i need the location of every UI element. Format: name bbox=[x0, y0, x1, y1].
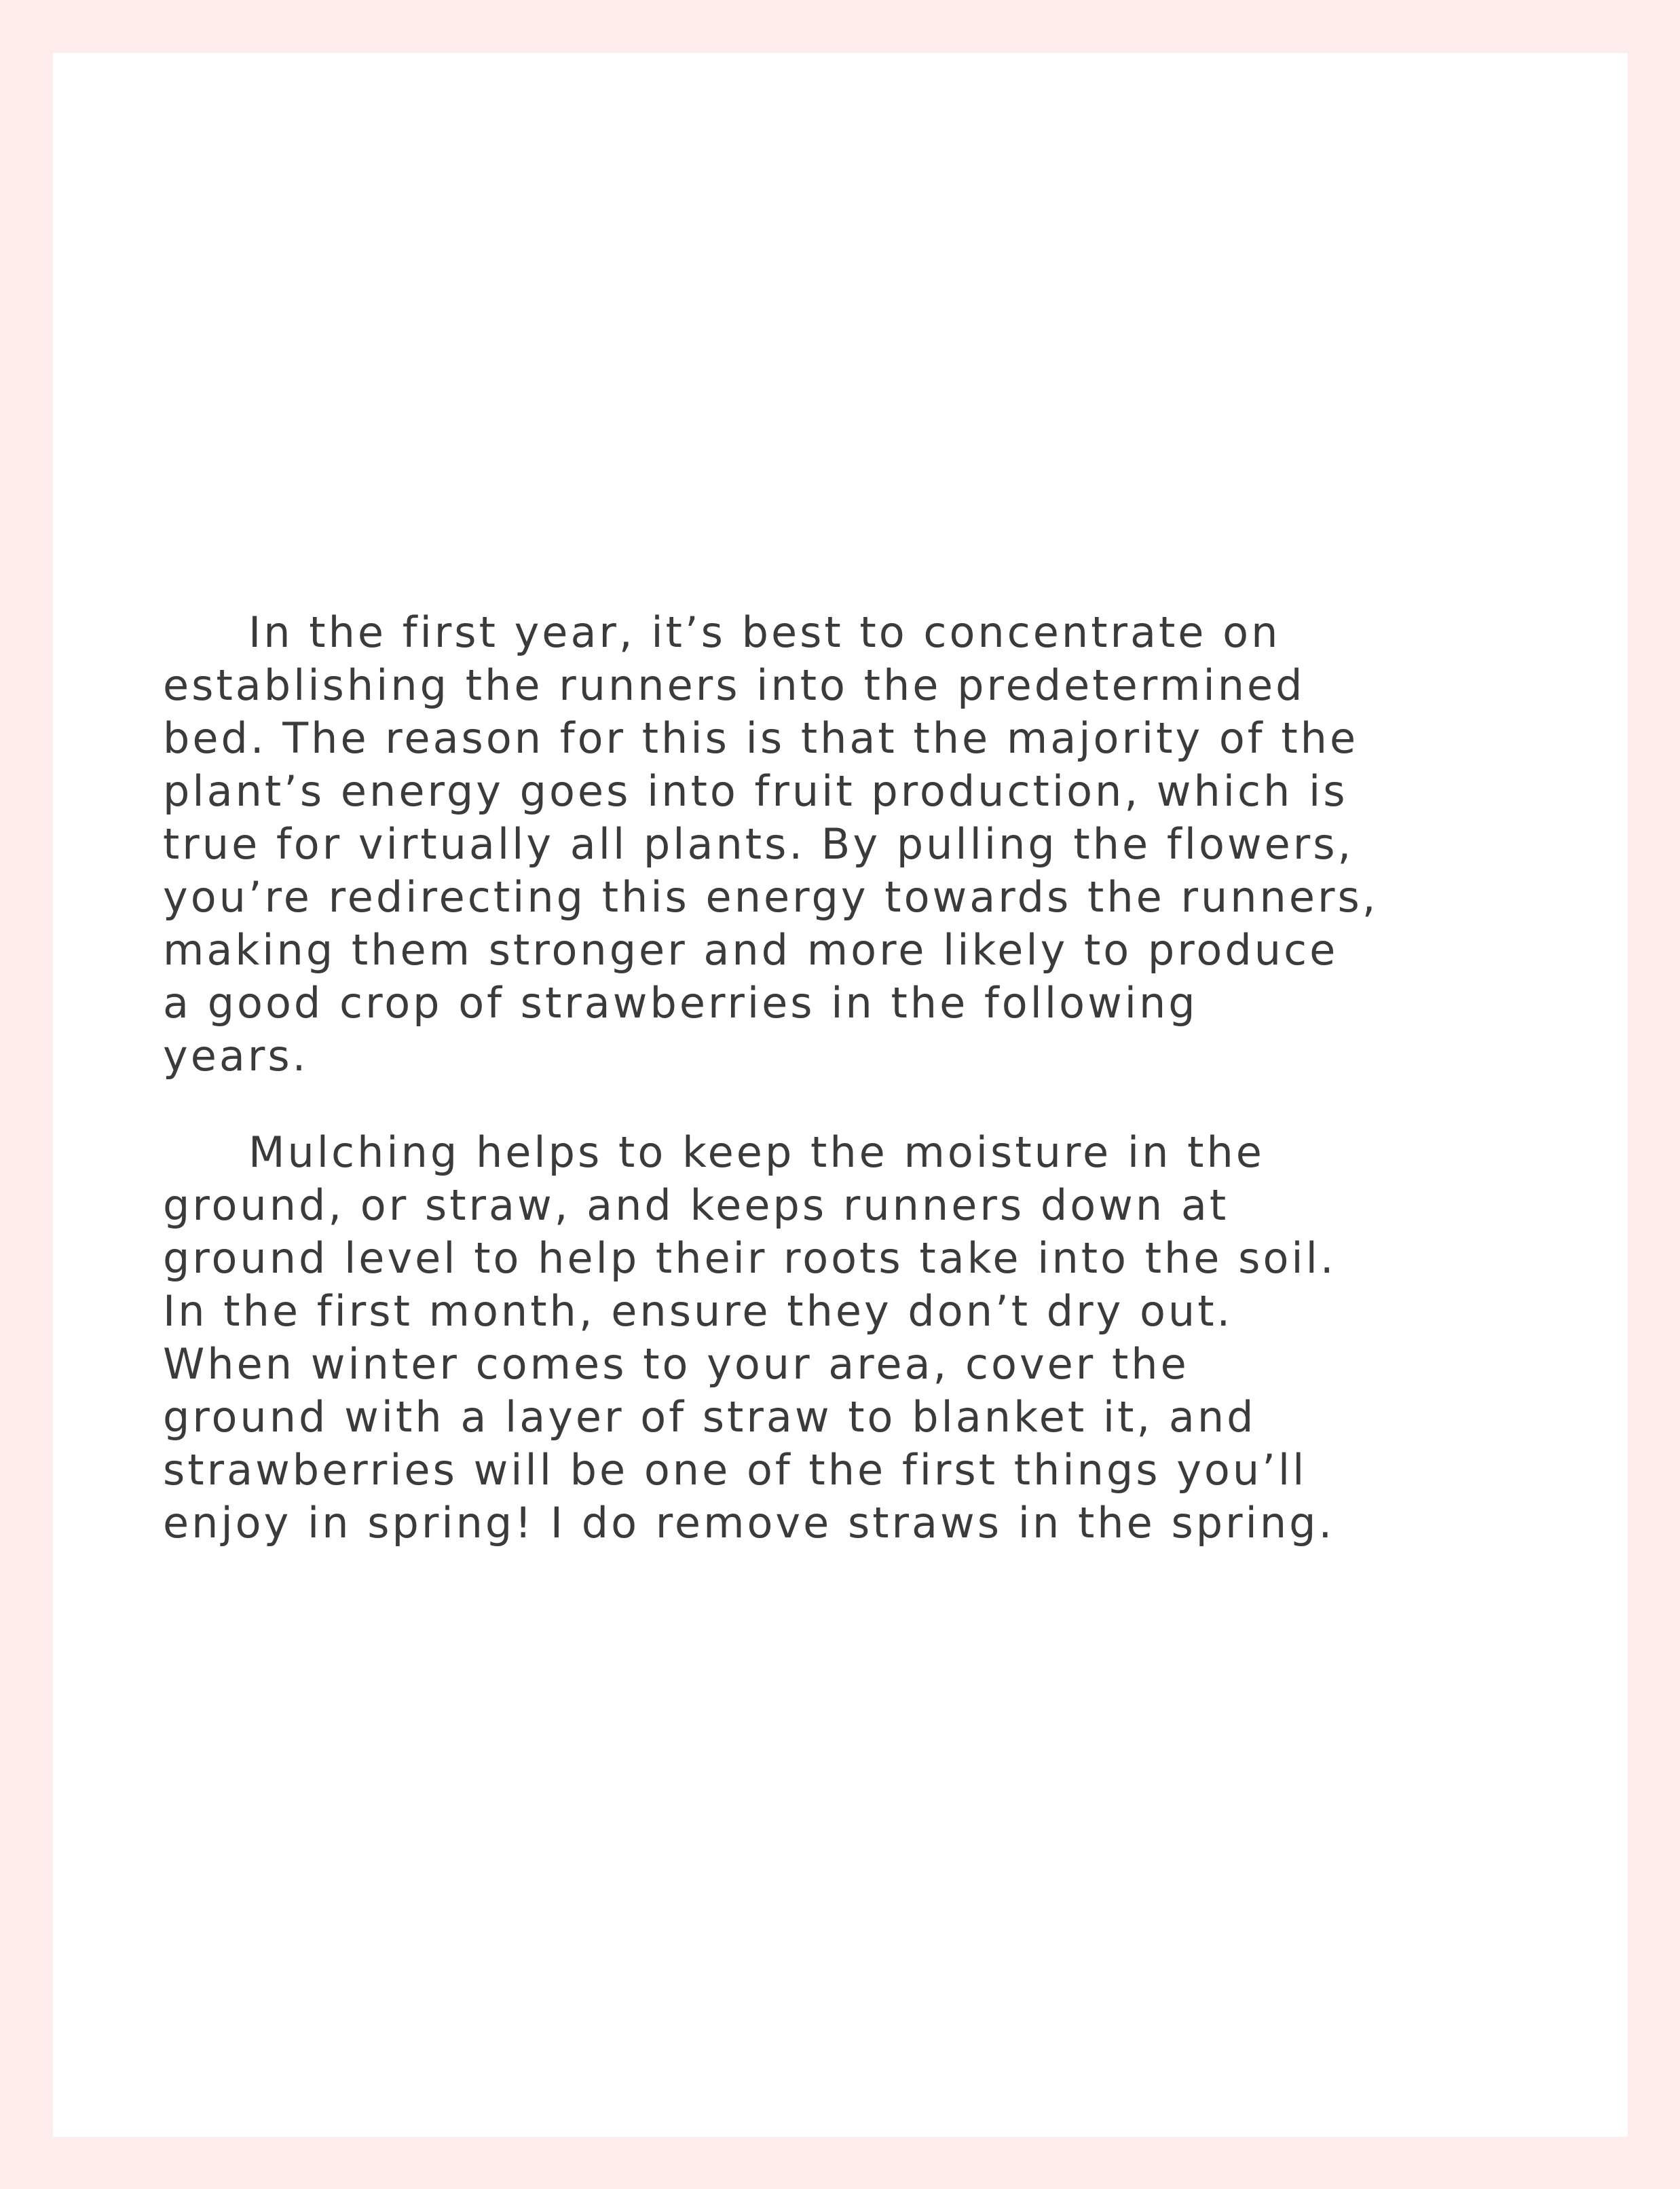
text-line: When winter comes to your area, cover the bbox=[163, 1339, 1189, 1389]
body-text bbox=[163, 606, 1575, 1550]
text-line: you’re redirecting this energy towards the runners, bbox=[163, 872, 1379, 922]
text-line: true for virtually all plants. By pulling the flowers, bbox=[163, 819, 1354, 869]
page-sheet bbox=[53, 53, 1628, 2137]
paragraph-first-year bbox=[163, 606, 1575, 1083]
text-line: enjoy in spring! I do remove straws in the spring. bbox=[163, 1498, 1335, 1548]
text-line: ground level to help their roots take into the soil. bbox=[163, 1233, 1337, 1283]
text-line: establishing the runners into the predetermined bbox=[163, 660, 1305, 710]
text-line: making them stronger and more likely to produce bbox=[163, 925, 1339, 975]
text-line: years. bbox=[163, 1031, 309, 1081]
text-line: a good crop of strawberries in the following bbox=[163, 978, 1198, 1028]
text-line: plant’s energy goes into fruit production, which is bbox=[163, 766, 1348, 816]
text-line: ground, or straw, and keeps runners down at bbox=[163, 1180, 1229, 1230]
text-line: Mulching helps to keep the moisture in the bbox=[248, 1127, 1265, 1177]
text-line: ground with a layer of straw to blanket it, and bbox=[163, 1392, 1256, 1442]
text-line: In the first month, ensure they don’t dry out. bbox=[163, 1286, 1233, 1336]
paragraph-mulching bbox=[163, 1126, 1575, 1550]
text-line: In the first year, it’s best to concentrate on bbox=[248, 607, 1281, 657]
text-line: strawberries will be one of the first things you’ll bbox=[163, 1445, 1307, 1495]
paragraph-spacer bbox=[163, 1083, 1575, 1126]
text-line: bed. The reason for this is that the majority of the bbox=[163, 713, 1359, 763]
